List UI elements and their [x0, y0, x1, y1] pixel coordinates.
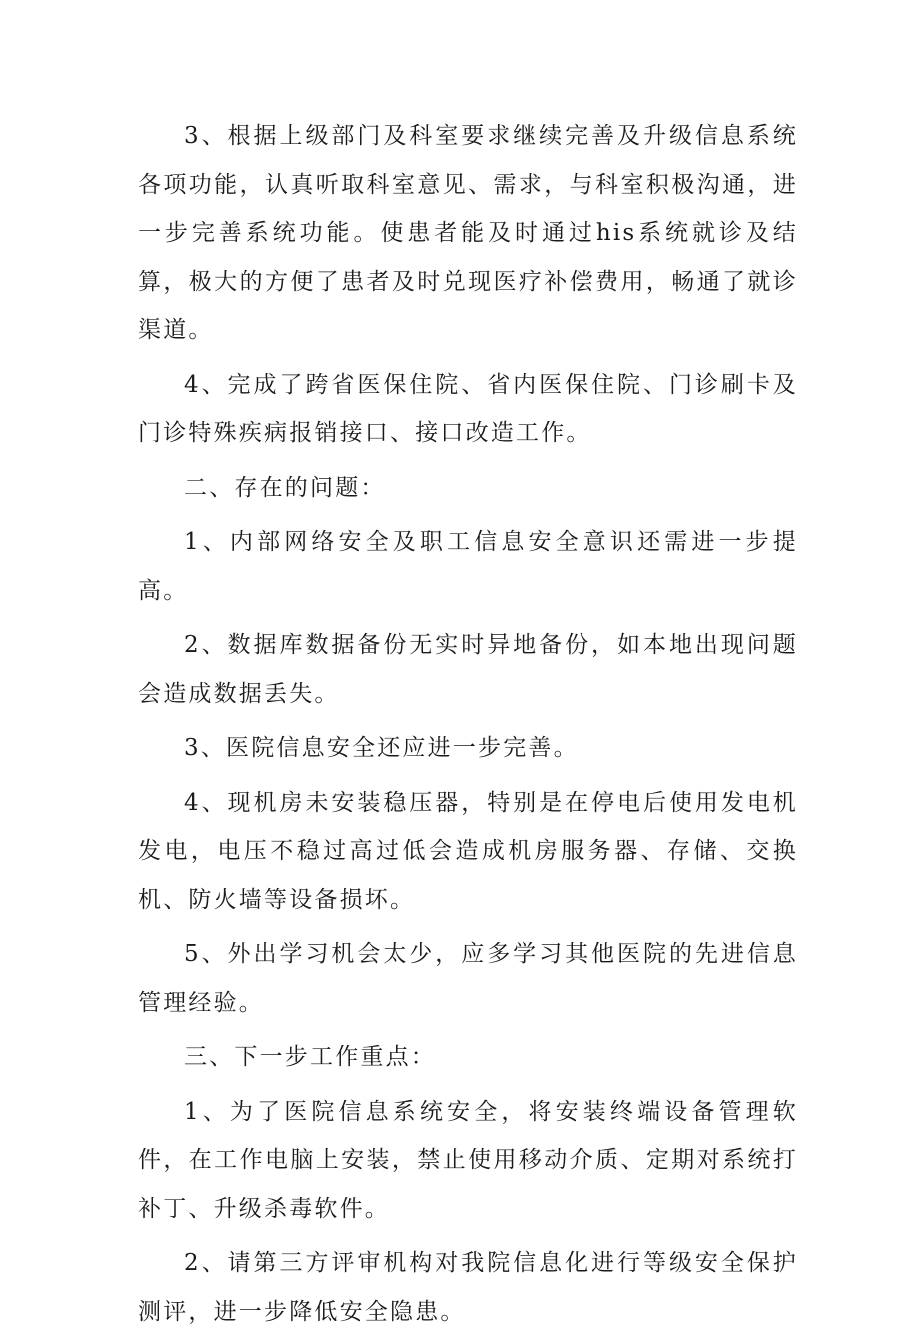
problem-3-hospital-security: 3、医院信息安全还应进一步完善。 — [184, 735, 579, 761]
problem-4-voltage-regulator: 4、现机房未安装稳压器，特别是在停电后使用发电机发电，电压不稳过高过低会造成机房服务器、存储、交换机、防火墙等设备损坏。 — [138, 789, 798, 913]
problem-5-training: 5、外出学习机会太少，应多学习其他医院的先进信息管理经验。 — [138, 941, 798, 1016]
problem-2-backup: 2、数据库数据备份无实时异地备份，如本地出现问题会造成数据丢失。 — [138, 632, 798, 707]
next-step-1-terminal-management: 1、为了医院信息系统安全，将安装终端设备管理软件，在工作电脑上安装，禁止使用移动介质、定期对系统打补丁、升级杀毒软件。 — [138, 1098, 798, 1222]
problem-1-security-awareness: 1、内部网络安全及职工信息安全意识还需进一步提高。 — [138, 529, 798, 604]
document-body — [138, 112, 798, 1342]
paragraph-3-system-upgrade: 3、根据上级部门及科室要求继续完善及升级信息系统各项功能，认真听取科室意见、需求，与科室积极沟通，进一步完善系统功能。使患者能及时通过his系统就诊及结算，极大的方便了患者及时兑现医疗补偿费用，畅通了就诊渠道。 — [138, 123, 798, 343]
section-heading-problems: 二、存在的问题： — [184, 474, 386, 501]
section-heading-next-steps: 三、下一步工作重点： — [184, 1044, 436, 1070]
next-step-2-security-assessment: 2、请第三方评审机构对我院信息化进行等级安全保护测评，进一步降低安全隐患。 — [138, 1250, 798, 1325]
paragraph-4-insurance-interface: 4、完成了跨省医保住院、省内医保住院、门诊刷卡及门诊特殊疾病报销接口、接口改造工作。 — [138, 371, 798, 446]
